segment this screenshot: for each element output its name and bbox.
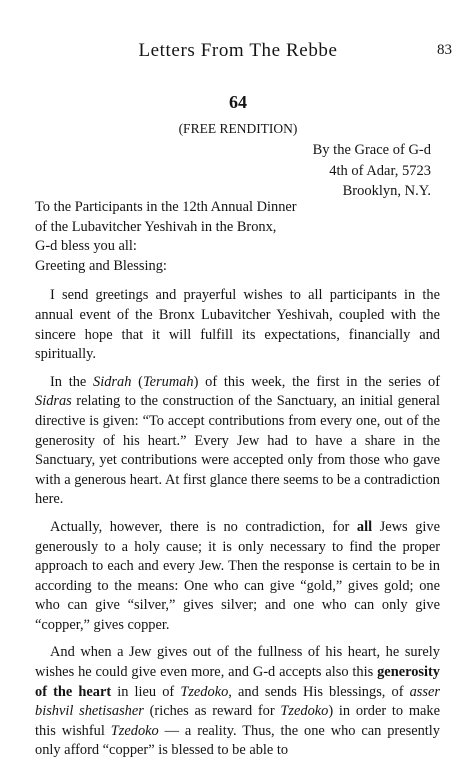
- italic-term: Tzedoko: [110, 722, 159, 739]
- body-paragraph: [35, 518, 440, 636]
- text-run: I send greetings and prayerful wishes to all participants in the annual event of the Bronx Lubavitcher Yeshivah, coupled with the sincere hope that it will fulfill its expectations, financially and spiritually.: [35, 287, 440, 363]
- letter-number: 64: [229, 92, 247, 112]
- bold-emphasis: generosity of the heart: [35, 664, 440, 700]
- text-run: In the: [50, 373, 94, 390]
- running-title: Letters From The Rebbe: [138, 40, 338, 61]
- text-run: Actually, however, there is no contradiction, for: [50, 518, 357, 535]
- text-run: , and sends His blessings, of: [228, 683, 410, 700]
- text-run: And when a Jew gives out of the fullness of his heart, he surely wishes he could give even more, and G-d accepts also this: [35, 644, 440, 681]
- bold-emphasis: all: [356, 518, 373, 535]
- italic-term: asser bishvil shetisasher: [35, 683, 440, 720]
- body-paragraph: [35, 373, 440, 510]
- dateline-line: Brooklyn, N.Y.: [342, 183, 431, 199]
- italic-term: Tzedoko: [280, 703, 329, 720]
- text-run: (riches as reward for: [143, 703, 281, 720]
- address-line: of the Lubavitcher Yeshivah in the Bronx,: [35, 218, 277, 235]
- text-run: (: [131, 373, 143, 390]
- text-run: ) in order to make this wishful: [35, 703, 441, 739]
- body-paragraph: [35, 286, 440, 364]
- greeting-line: Greeting and Blessing:: [35, 257, 167, 274]
- italic-term: Tzedoko: [180, 683, 229, 700]
- dateline: [313, 140, 431, 202]
- body-paragraph: [35, 643, 440, 761]
- text-run: relating to the construction of the Sanctuary, an initial general directive is given: “To accept contributions from every one, out of the generosity of his heart.” Every Jew had to have a share in the Sanctuary, yet contributions were accepted only from those who gave with a generous heart. At first glance there seems to be a contradiction here.: [35, 393, 440, 508]
- address-line: G-d bless you all:: [35, 238, 137, 255]
- text-run: in lieu of: [111, 683, 181, 700]
- address-line: To the Participants in the 12th Annual Dinner: [35, 199, 297, 215]
- page-number: 83: [437, 42, 452, 58]
- italic-term: Sidrah: [93, 373, 132, 390]
- salutation-block: [35, 198, 440, 276]
- italic-term: Terumah: [142, 373, 194, 390]
- letter-body: [35, 198, 440, 761]
- dateline-line: 4th of Adar, 5723: [329, 162, 431, 179]
- text-run: — a reality. Thus, the one who can presently only afford “copper” is blessed to be able to: [35, 722, 440, 759]
- free-rendition-note: (FREE RENDITION): [178, 121, 298, 136]
- text-run: ) of this week, the first in the series of: [193, 373, 441, 390]
- dateline-line: By the Grace of G-d: [312, 142, 431, 158]
- text-run: Jews give generously to a holy cause; it is only necessary to find the proper approach to each and every Jew. Then the response is certain to be in according to the means: One who can give “gold,” gives gold; one who can give “silver,” gives silver; and one who can only give “copper,” gives copper.: [35, 518, 441, 633]
- italic-term: Sidras: [35, 393, 72, 410]
